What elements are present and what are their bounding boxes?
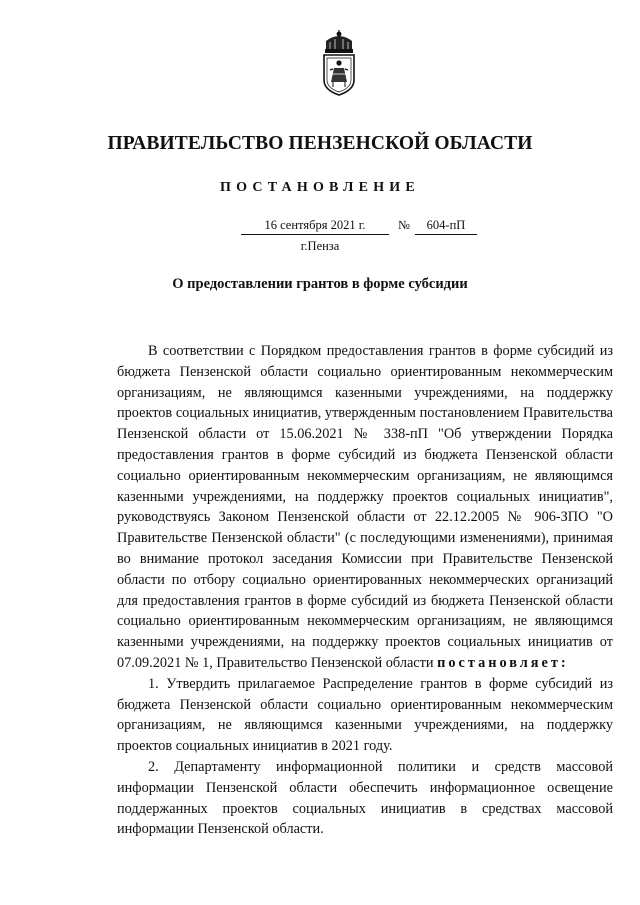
government-title: ПРАВИТЕЛЬСТВО ПЕНЗЕНСКОЙ ОБЛАСТИ xyxy=(107,133,533,154)
resolves-emphasis: постановляет: xyxy=(437,654,569,671)
paragraph-item-1: 1. Утвердить прилагаемое Распределение грантов в форме субсидий из бюджета Пензенской области социально ориентированным некоммерческим организациям, не являющимся казенными учреждениями, на поддержку проектов социальных инициатив в 2021 году. xyxy=(117,675,613,755)
document-body xyxy=(117,341,613,840)
paragraph-item-2: 2. Департаменту информационной политики и средств массовой информации Пензенской области обеспечить информационное освещение поддержанных проектов социальных инициатив в средствах массовой информации Пензенской области. xyxy=(117,758,613,838)
city: г.Пенза xyxy=(300,239,340,253)
paragraph-preamble xyxy=(117,341,613,674)
document-type: ПОСТАНОВЛЕНИЕ xyxy=(220,180,420,195)
document-number: 604-пП xyxy=(415,218,477,235)
preamble-text: В соответствии с Порядком предоставления грантов в форме субсидий из бюджета Пензенской области социально ориентированным некоммерческим организациям, не являющимся казенными учреждениями, на поддержку проектов социальных инициатив, утвержденным постановлением Правительства Пензенской области от 15.06.2021 № 338-пП "Об утверждении Порядка предоставления грантов в форме субсидий из бюджета Пензенской области социально ориентированным некоммерческим организациям, не являющимся казенными учреждениями, на поддержку проектов социальных инициатив", руководствуясь Законом Пензенской области от 22.12.2005 № 906-ЗПО "О Правительстве Пензенской области" (с последующими изменениями), принимая во внимание протокол заседания Комиссии при Правительстве Пензенской области по отбору социально ориентированных некоммерческих организаций для предоставления грантов в форме субсидий из бюджета Пензенской области социально ориентированным некоммерческим организациям, не являющимся казенными учреждениями, на поддержку проектов социальных инициатив от 07.09.2021 № 1, Правительство Пензенской области xyxy=(117,343,613,671)
coat-of-arms-emblem xyxy=(318,30,360,96)
document-subject: О предоставлении грантов в форме субсидии xyxy=(172,276,468,292)
penza-coat-of-arms-icon xyxy=(318,30,360,96)
document-date: 16 сентября 2021 г. xyxy=(241,218,389,235)
number-sign: № xyxy=(398,218,410,232)
